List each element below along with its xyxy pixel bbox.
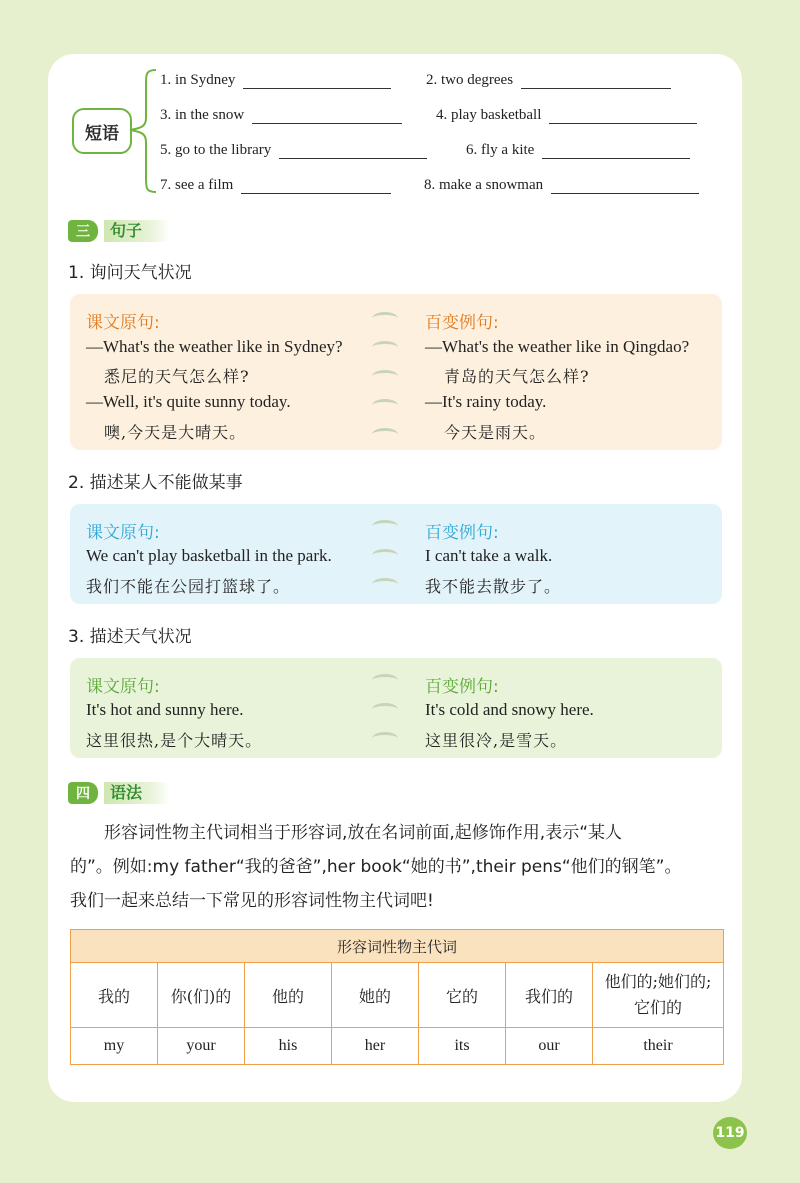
binding-rings-icon	[372, 520, 398, 607]
grammar-line-1: 形容词性物主代词相当于形容词,放在名词前面,起修饰作用,表示“某人	[104, 823, 623, 843]
original-line: 噢,今天是大晴天。	[104, 423, 247, 442]
table-cell: 我的	[71, 963, 158, 1028]
phrase-badge: 短语	[72, 108, 132, 154]
phrase-6: 6. fly a kite	[466, 142, 690, 159]
group-heading: 1. 询问天气状况	[68, 263, 192, 283]
variant-line: I can't take a walk.	[425, 546, 553, 565]
table-header: 形容词性物主代词	[71, 930, 724, 963]
phrase-3: 3. in the snow	[160, 107, 402, 124]
original-line: It's hot and sunny here.	[86, 700, 244, 719]
possessive-pronoun-table	[70, 929, 724, 1065]
table-cell: 她的	[332, 963, 419, 1028]
binding-rings-icon	[372, 312, 398, 457]
table-cell: her	[332, 1028, 419, 1065]
original-label: 课文原句:	[86, 313, 160, 333]
table-cell: 他的	[245, 963, 332, 1028]
section-number: 三	[68, 220, 98, 242]
variant-line: 我不能去散步了。	[425, 577, 562, 596]
phrase-1: 1. in Sydney	[160, 72, 391, 89]
variant-line: —What's the weather like in Qingdao?	[425, 337, 690, 356]
table-cell	[593, 963, 724, 1028]
original-label: 课文原句:	[86, 523, 160, 543]
page-number: 119	[713, 1117, 747, 1149]
phrase-2: 2. two degrees	[426, 72, 671, 89]
variant-line: 这里很冷,是雪天。	[425, 731, 568, 750]
phrase-4: 4. play basketball	[436, 107, 697, 124]
table-cell: your	[158, 1028, 245, 1065]
section-number: 四	[68, 782, 98, 804]
table-cell: 它的	[419, 963, 506, 1028]
original-line: 悉尼的天气怎么样?	[104, 367, 250, 386]
variant-label: 百变例句:	[425, 313, 499, 333]
original-line: We can't play basketball in the park.	[86, 546, 332, 565]
grammar-line-3: 我们一起来总结一下常见的形容词性物主代词吧!	[70, 891, 434, 911]
original-line: 这里很热,是个大晴天。	[86, 731, 263, 750]
group-heading: 2. 描述某人不能做某事	[68, 473, 243, 493]
grammar-line-2: 的”。例如:my father“我的爸爸”,her book“她的书”,their pens“他们的钢笔”。	[70, 857, 682, 877]
table-cell-line: 他们的;她们的;	[604, 972, 712, 991]
section-title: 句子	[104, 220, 170, 242]
section-sentences-header	[68, 218, 170, 244]
table-cell: his	[245, 1028, 332, 1065]
original-line: 我们不能在公园打篮球了。	[86, 577, 291, 596]
phrase-5: 5. go to the library	[160, 142, 427, 159]
variant-line: 今天是雨天。	[444, 423, 547, 442]
section-grammar-header	[68, 780, 170, 806]
variant-line: 青岛的天气怎么样?	[444, 367, 590, 386]
brace-icon	[128, 66, 158, 196]
section-title: 语法	[104, 782, 170, 804]
phrase-7: 7. see a film	[160, 177, 391, 194]
table-cell: their	[593, 1028, 724, 1065]
variant-label: 百变例句:	[425, 523, 499, 543]
table-cell: my	[71, 1028, 158, 1065]
table-cell: 你(们)的	[158, 963, 245, 1028]
variant-line: —It's rainy today.	[425, 392, 547, 411]
table-cell: its	[419, 1028, 506, 1065]
original-line: —Well, it's quite sunny today.	[86, 392, 291, 411]
table-cell-line: 它们的	[633, 998, 682, 1017]
table-cell: our	[506, 1028, 593, 1065]
variant-line: It's cold and snowy here.	[425, 700, 594, 719]
original-label: 课文原句:	[86, 677, 160, 697]
original-line: —What's the weather like in Sydney?	[86, 337, 343, 356]
table-cell: 我们的	[506, 963, 593, 1028]
phrase-8: 8. make a snowman	[424, 177, 699, 194]
variant-label: 百变例句:	[425, 677, 499, 697]
binding-rings-icon	[372, 674, 398, 761]
group-heading: 3. 描述天气状况	[68, 627, 192, 647]
